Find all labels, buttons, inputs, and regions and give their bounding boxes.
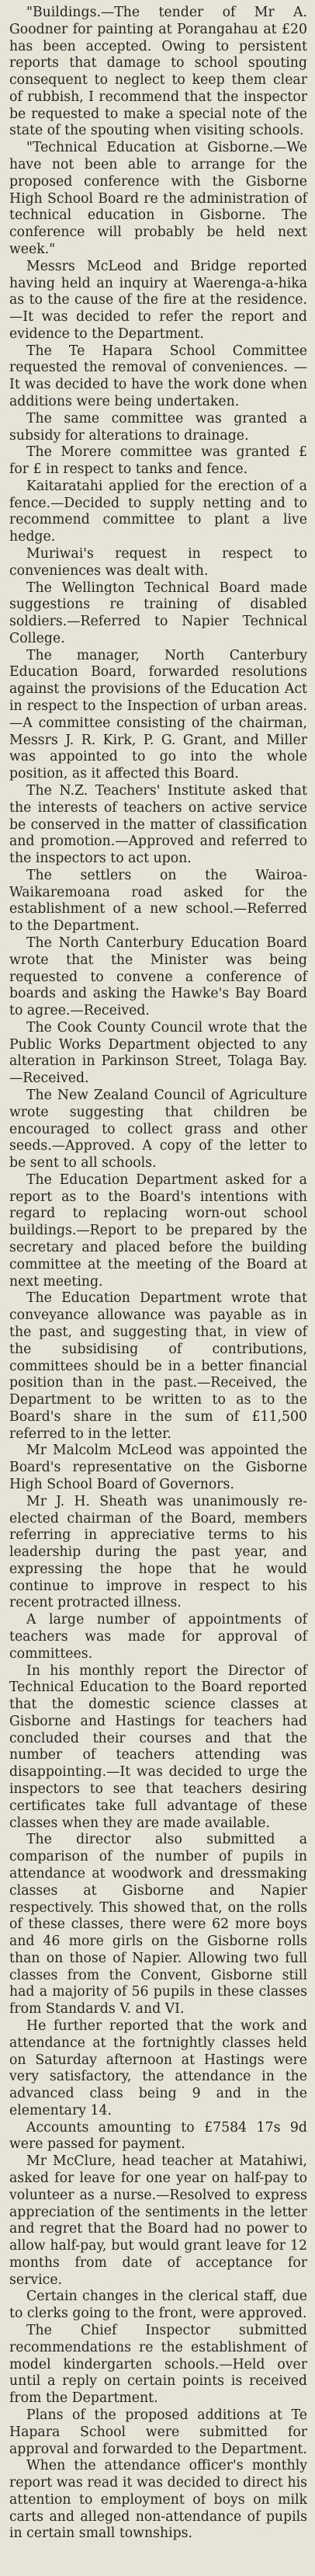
paragraph-conveyance-allowance: The Education Department wrote that conveyance allowance was payable as in the past, and suggesting that, in view of the subsidising of contributions, committees should be in a better financial position than in the past.—Received, the Department to be written to as to the Board's share in the sum of £11,500 referred to in the letter.	[9, 1290, 307, 1442]
paragraph-council-of-agriculture: The New Zealand Council of Agriculture wrote suggesting that children be encouraged to collect grass and other seeds.—Approved. A copy of the letter to be sent to all schools.	[9, 1088, 307, 1171]
paragraph-drainage-subsidy: The same committee was granted a subsidy for alterations to drainage.	[9, 410, 307, 444]
paragraph-muriwai-request: Muriwai's request in respect to conveniences was dealt with.	[9, 546, 307, 579]
paragraph-hastings-classes: He further reported that the work and attendance at the fortnightly classes held on Saturday afternoon at Hastings were very satisfactory, the attendance in the advanced class being 9 and in the elementary 14.	[9, 2017, 307, 2118]
paragraph-kaitaratahi-fence: Kaitaratahi applied for the erection of a fence.—Decided to supply netting and to recommend committee to plant a live hedge.	[9, 478, 307, 545]
paragraph-wairoa-settlers: The settlers on the Wairoa-Waikaremoana road asked for the establishment of a new school.—Referred to the Department.	[9, 867, 307, 935]
paragraph-kindergarten-schools: The Chief Inspector submitted recommendations re the establishment of model kindergarten schools.—Held over until a reply on certain points is received from the Department.	[9, 2323, 307, 2407]
paragraph-accounts-passed: Accounts amounting to £7584 17s 9d were passed for payment.	[9, 2119, 307, 2153]
paragraph-fire-inquiry: Messrs McLeod and Bridge reported having held an inquiry at Waerenga-a-hika as to the cause of the fire at the residence.—It was decided to refer the report and evidence to the Department.	[9, 258, 307, 342]
paragraph-te-hapara-plans: Plans of the proposed additions at Te Hapara School were submitted for approval and forwarded to the Department.	[9, 2407, 307, 2457]
paragraph-chairman-reelected: Mr J. H. Sheath was unanimously re-elected chairman of the Board, members referring in appreciative terms to his leadership during the past year, and expressing the hope that he would continue to improve in respect to his recent protracted illness.	[9, 1493, 307, 1611]
paragraph-mcleod-appointment: Mr Malcolm McLeod was appointed the Board's representative on the Gisborne High School Board of Governors.	[9, 1443, 307, 1492]
paragraph-attendance-officer: When the attendance officer's monthly report was read it was decided to direct his attention to employment of boys on milk carts and alleged non-attendance of pupils in certain small townships.	[9, 2458, 307, 2542]
paragraph-teacher-appointments: A large number of appointments of teachers was made for approval of committees.	[9, 1612, 307, 1662]
paragraph-matahiwi-leave: Mr McClure, head teacher at Matahiwi, asked for leave for one year on half-pay to volunteer as a nurse.—Resolved to express appreciation of the sentiments in the letter and regret that the Board had no power to allow half-pay, but would grant leave for 12 months from date of acceptance for service.	[9, 2153, 307, 2288]
paragraph-technical-education-gisborne: "Technical Education at Gisborne.—We have not been able to arrange for the proposed conference with the Gisborne High School Board re the administration of technical education in Gisborne. The conference will probably be held next week."	[9, 140, 307, 257]
paragraph-attendance-comparison: The director also submitted a comparison of the number of pupils in attendance at woodwork and dressmaking classes at Gisborne and Napier respectively. This showed that, on the rolls of these classes, there were 62 more boys and 46 more girls on the Gisborne rolls than on those of Napier. Allowing two full classes from the Convent, Gisborne still had a majority of 56 pupils in these classes from Standards V. and VI.	[9, 1832, 307, 2017]
paragraph-north-canterbury-resolutions: The manager, North Canterbury Education Board, forwarded resolutions against the provisions of the Education Act in respect to the Inspection of urban areas.—A committee consisting of the chairman, Messrs J. R. Kirk, P. G. Grant, and Miller was appointed to go into the whole position, as it affected this Board.	[9, 647, 307, 782]
paragraph-wellington-technical-board: The Wellington Technical Board made suggestions re training of disabled soldiers.—Referred to Napier Technical College.	[9, 580, 307, 646]
paragraph-director-report: In his monthly report the Director of Technical Education to the Board reported that the domestic science classes at Gisborne and Hastings for teachers had concluded their courses and that the number of teachers attending was disappointing.—It was decided to urge the inspectors to see that teachers desiring certificates take full advantage of these classes when they are made available.	[9, 1662, 307, 1831]
paragraph-worn-out-buildings: The Education Department asked for a report as to the Board's intentions with regard to replacing worn-out school buildings.—Report to be prepared by the secretary and placed before the building committee at the meeting of the Board at next meeting.	[9, 1171, 307, 1290]
paragraph-buildings-report: "Buildings.—The tender of Mr A. Goodner for painting at Porangahau at £20 has been accepted. Owing to persistent reports that damage to school spouting consequent to neglect to keep them clear of rubbish, I recommend that the inspector be requested to make a special note of the state of the spouting when visiting schools.	[9, 5, 307, 139]
paragraph-boards-conference: The North Canterbury Education Board wrote that the Minister was being requested to convene a conference of boards and asking the Hawke's Bay Board to agree.—Received.	[9, 935, 307, 1019]
paragraph-clerical-staff: Certain changes in the clerical staff, due to clerks going to the front, were approved.	[9, 2289, 307, 2322]
paragraph-morere-committee: The Morere committee was granted £ for £ in respect to tanks and fence.	[9, 444, 307, 478]
paragraph-te-hapara-conveniences: The Te Hapara School Committee requested the removal of conveniences. —It was decided to have the work done when additions were being undertaken.	[9, 343, 307, 409]
paragraph-teachers-institute: The N.Z. Teachers' Institute asked that the interests of teachers on active service be conserved in the matter of classification and promotion.—Approved and referred to the inspectors to act upon.	[9, 782, 307, 867]
paragraph-cook-county-council: The Cook County Council wrote that the Public Works Department objected to any alteration in Parkinson Street, Tolaga Bay.—Received.	[9, 1019, 307, 1087]
